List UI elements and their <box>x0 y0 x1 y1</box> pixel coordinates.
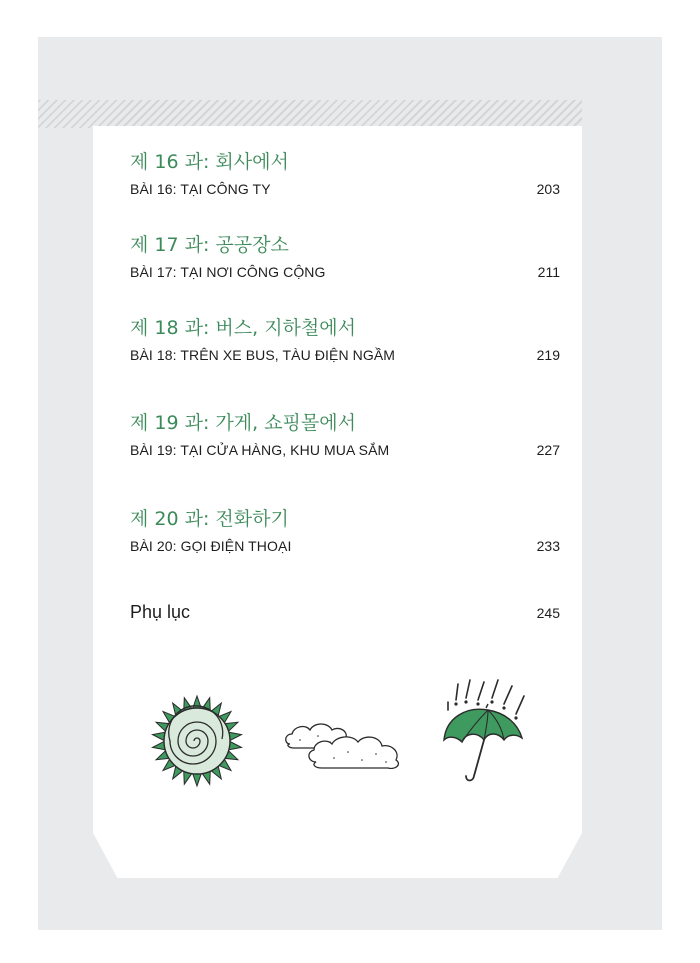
lesson-korean-title: 제 20 과: 전화하기 <box>130 508 289 530</box>
lesson-korean-title: 제 18 과: 버스, 지하철에서 <box>130 317 356 339</box>
toc-entry-appendix <box>130 602 560 623</box>
sun-icon <box>150 694 244 788</box>
lesson-page-number: 211 <box>537 264 560 280</box>
lesson-vietnamese-title: BÀI 19: TẠI CỬA HÀNG, KHU MUA SẮM <box>130 442 390 458</box>
lesson-korean-title: 제 19 과: 가게, 쇼핑몰에서 <box>130 412 356 434</box>
lesson-page-number: 219 <box>536 347 560 363</box>
toc-entry-17 <box>130 233 560 281</box>
lesson-page-number: 233 <box>536 538 560 554</box>
lesson-vietnamese-title: BÀI 16: TẠI CÔNG TY <box>130 181 271 197</box>
toc-entry-19 <box>130 411 560 459</box>
hatch-band <box>38 100 582 128</box>
cloud-icon <box>282 718 412 774</box>
appendix-page-number: 245 <box>536 605 560 621</box>
lesson-korean-title: 제 16 과: 회사에서 <box>130 151 289 173</box>
lesson-vietnamese-title: BÀI 18: TRÊN XE BUS, TÀU ĐIỆN NGẦM <box>130 347 396 363</box>
appendix-label: Phụ lục <box>130 602 191 622</box>
lesson-vietnamese-title: BÀI 17: TẠI NƠI CÔNG CỘNG <box>130 264 326 280</box>
lesson-korean-title: 제 17 과: 공공장소 <box>130 234 289 256</box>
lesson-vietnamese-title: BÀI 20: GỌI ĐIỆN THOẠI <box>130 538 292 554</box>
umbrella-rain-icon <box>436 678 536 788</box>
lesson-page-number: 227 <box>536 442 560 458</box>
toc-entry-20 <box>130 507 560 555</box>
toc-entry-16 <box>130 150 560 198</box>
toc-entry-18 <box>130 316 560 364</box>
lesson-page-number: 203 <box>536 181 560 197</box>
